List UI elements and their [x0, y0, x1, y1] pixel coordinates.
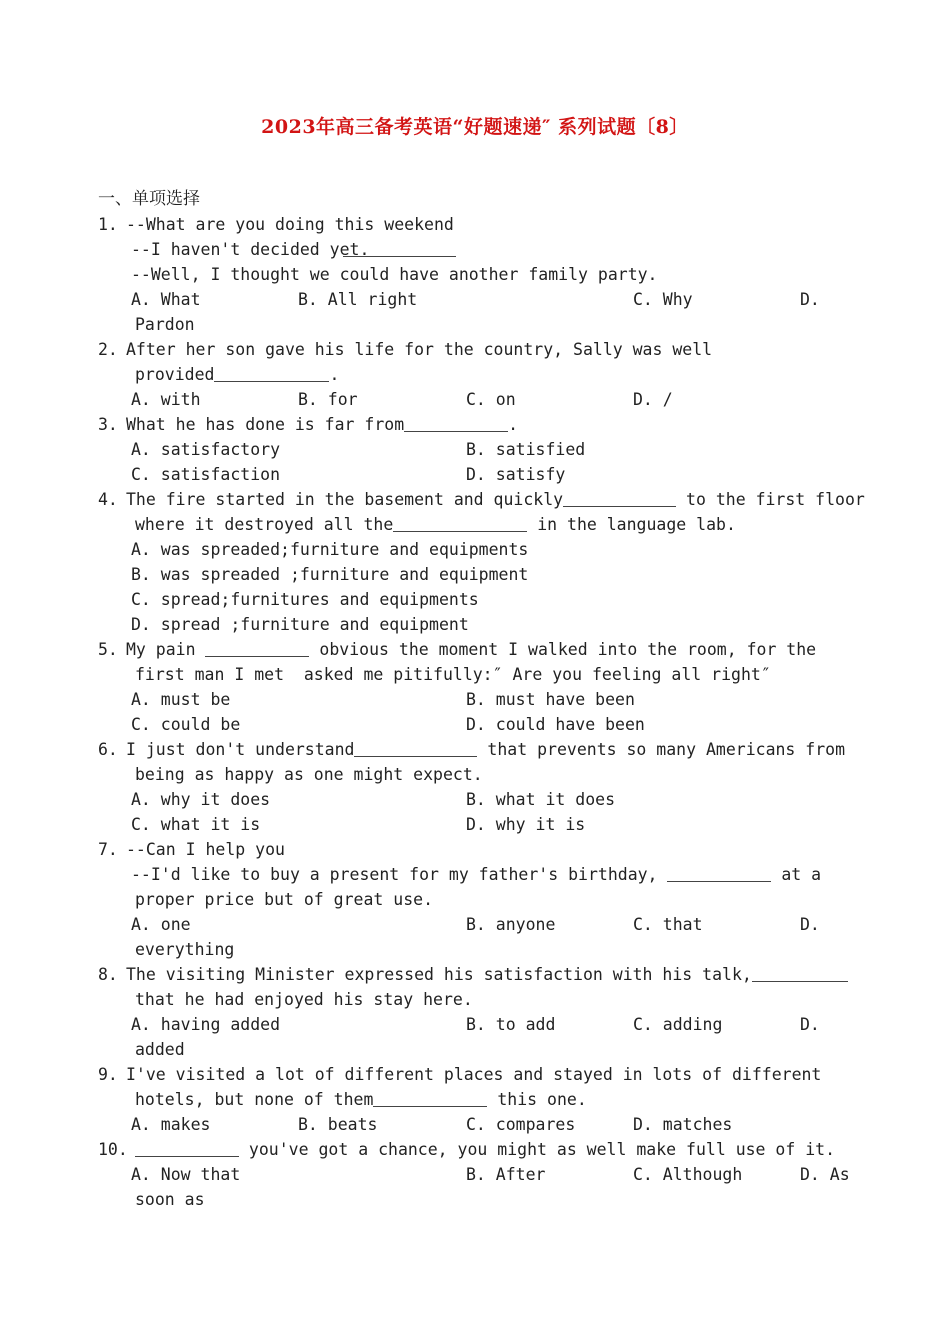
option-d-continued: added [135, 1040, 185, 1059]
answer-blank [205, 638, 309, 657]
question-line [98, 887, 858, 912]
question-text: you've got a chance, you might as well make full use of it. [239, 1140, 836, 1159]
question-text: . [508, 415, 519, 434]
option-c: C. that [633, 915, 703, 934]
answer-blank [214, 363, 329, 382]
question-number: 6. [98, 740, 118, 759]
option-b: B. satisfied [466, 440, 586, 459]
question-list [98, 187, 865, 1212]
option-a: A. Now that [131, 1165, 241, 1184]
question-3 [98, 412, 858, 437]
question-number: 4. [98, 490, 118, 509]
question-text: I just don't understand [126, 740, 355, 759]
answer-blank [354, 738, 477, 757]
options-row [98, 1037, 858, 1062]
question-text: I've visited a lot of different places and stayed in lots of different [126, 1065, 822, 1084]
options-row [98, 1112, 858, 1137]
option-b: B. what it does [466, 790, 616, 809]
options-row [98, 537, 858, 562]
question-number: 5. [98, 640, 118, 659]
question-text: in the language lab. [527, 515, 736, 534]
question-line [98, 862, 858, 887]
options-row [98, 612, 858, 637]
question-text: proper price but of great use. [135, 890, 434, 909]
question-text: . [329, 365, 340, 384]
question-line [98, 262, 858, 287]
question-text: My pain [126, 640, 206, 659]
question-text: being as happy as one might expect. [135, 765, 483, 784]
question-line [98, 362, 858, 387]
question-text: --What are you doing this weekend [126, 215, 454, 234]
question-number: 1. [98, 215, 118, 234]
question-number: 10. [98, 1140, 128, 1159]
option-b: B. was spreaded ;furniture and equipment [131, 565, 529, 584]
question-number: 7. [98, 840, 118, 859]
answer-blank [752, 963, 848, 982]
answer-blank [404, 413, 508, 432]
options-row [98, 912, 858, 937]
question-number: 8. [98, 965, 118, 984]
question-text: --I haven't decided yet. [131, 240, 370, 259]
option-b: B. All right [298, 290, 418, 309]
option-a: A. having added [131, 1015, 281, 1034]
option-a: A. one [131, 915, 191, 934]
question-text: --Can I help you [126, 840, 285, 859]
options-row [98, 312, 858, 337]
option-c: C. adding [633, 1015, 723, 1034]
option-d: D. As [800, 1165, 850, 1184]
option-c: C. what it is [131, 815, 261, 834]
option-c: C. Why [633, 290, 693, 309]
question-10 [98, 1137, 858, 1162]
question-4 [98, 487, 865, 512]
option-d-continued: Pardon [135, 315, 195, 334]
question-line [98, 1087, 858, 1112]
option-c: C. Although [633, 1165, 743, 1184]
question-text: this one. [487, 1090, 587, 1109]
option-c: C. on [466, 390, 516, 409]
question-text: The visiting Minister expressed his satisfaction with his talk, [126, 965, 752, 984]
option-d: D. satisfy [466, 465, 566, 484]
question-2 [98, 337, 858, 362]
question-9 [98, 1062, 858, 1087]
question-line [98, 987, 858, 1012]
question-number: 9. [98, 1065, 118, 1084]
question-text: where it destroyed all the [135, 515, 394, 534]
option-c: C. satisfaction [131, 465, 281, 484]
options-row [98, 712, 858, 737]
options-row [98, 387, 858, 412]
option-b: B. must have been [466, 690, 635, 709]
option-b: B. After [466, 1165, 546, 1184]
answer-blank [667, 863, 771, 882]
question-text: that prevents so many Americans from [477, 740, 846, 759]
option-b: B. to add [466, 1015, 556, 1034]
option-d: D. spread ;furniture and equipment [131, 615, 469, 634]
answer-blank [135, 1138, 239, 1157]
option-c: C. compares [466, 1115, 576, 1134]
options-row [98, 787, 858, 812]
option-b: B. for [298, 390, 358, 409]
question-line [98, 237, 858, 262]
question-text: obvious the moment I walked into the room, for the [309, 640, 817, 659]
options-row [98, 1162, 858, 1187]
options-row [98, 462, 858, 487]
question-number: 3. [98, 415, 118, 434]
question-text: The fire started in the basement and quickly [126, 490, 564, 509]
option-c: C. could be [131, 715, 241, 734]
options-row [98, 287, 858, 312]
question-text: to the first floor [676, 490, 865, 509]
option-d: D. [800, 1015, 820, 1034]
question-text: at a [771, 865, 822, 884]
option-a: A. makes [131, 1115, 211, 1134]
option-d-continued: soon as [135, 1190, 205, 1209]
answer-blank [373, 1088, 487, 1107]
options-row [98, 1187, 858, 1212]
question-5 [98, 637, 858, 662]
option-a: A. with [131, 390, 201, 409]
option-d-continued: everything [135, 940, 235, 959]
question-text: that he had enjoyed his stay here. [135, 990, 473, 1009]
answer-blank [563, 488, 676, 507]
question-6 [98, 737, 858, 762]
option-d: D. / [633, 390, 673, 409]
question-line [98, 662, 858, 687]
options-row [98, 587, 858, 612]
option-b: B. beats [298, 1115, 378, 1134]
option-a: A. why it does [131, 790, 271, 809]
answer-blank [393, 513, 527, 532]
answer-blank [343, 238, 456, 257]
question-1 [98, 212, 858, 237]
option-d: D. why it is [466, 815, 586, 834]
option-d: D. [800, 290, 820, 309]
options-row [98, 812, 858, 837]
option-a: A. What [131, 290, 201, 309]
options-row [98, 937, 858, 962]
question-text: hotels, but none of them [135, 1090, 374, 1109]
question-text: After her son gave his life for the country, Sally was well [126, 340, 713, 359]
option-d: D. could have been [466, 715, 645, 734]
question-line [98, 762, 858, 787]
question-8 [98, 962, 858, 987]
question-text: What he has done is far from [126, 415, 405, 434]
options-row [98, 437, 858, 462]
options-row [98, 562, 858, 587]
section-heading: 一、单项选择 [98, 189, 200, 209]
question-text: --Well, I thought we could have another family party. [131, 265, 658, 284]
options-row [98, 687, 858, 712]
options-row [98, 1012, 858, 1037]
option-c: C. spread;furnitures and equipments [131, 590, 479, 609]
option-d: D. [800, 915, 820, 934]
option-a: A. was spreaded;furniture and equipments [131, 540, 529, 559]
option-b: B. anyone [466, 915, 556, 934]
question-text: first man I met asked me pitifully:″ Are you feeling all right″ [135, 665, 771, 684]
question-number: 2. [98, 340, 118, 359]
question-7 [98, 837, 858, 862]
option-a: A. must be [131, 690, 231, 709]
question-text: --I'd like to buy a present for my father's birthday, [131, 865, 668, 884]
question-line [98, 512, 858, 537]
option-d: D. matches [633, 1115, 733, 1134]
question-text: provided [135, 365, 215, 384]
option-a: A. satisfactory [131, 440, 281, 459]
document-title: 2023年高三备考英语“好题速递″ 系列试题〔8〕 [261, 116, 689, 138]
